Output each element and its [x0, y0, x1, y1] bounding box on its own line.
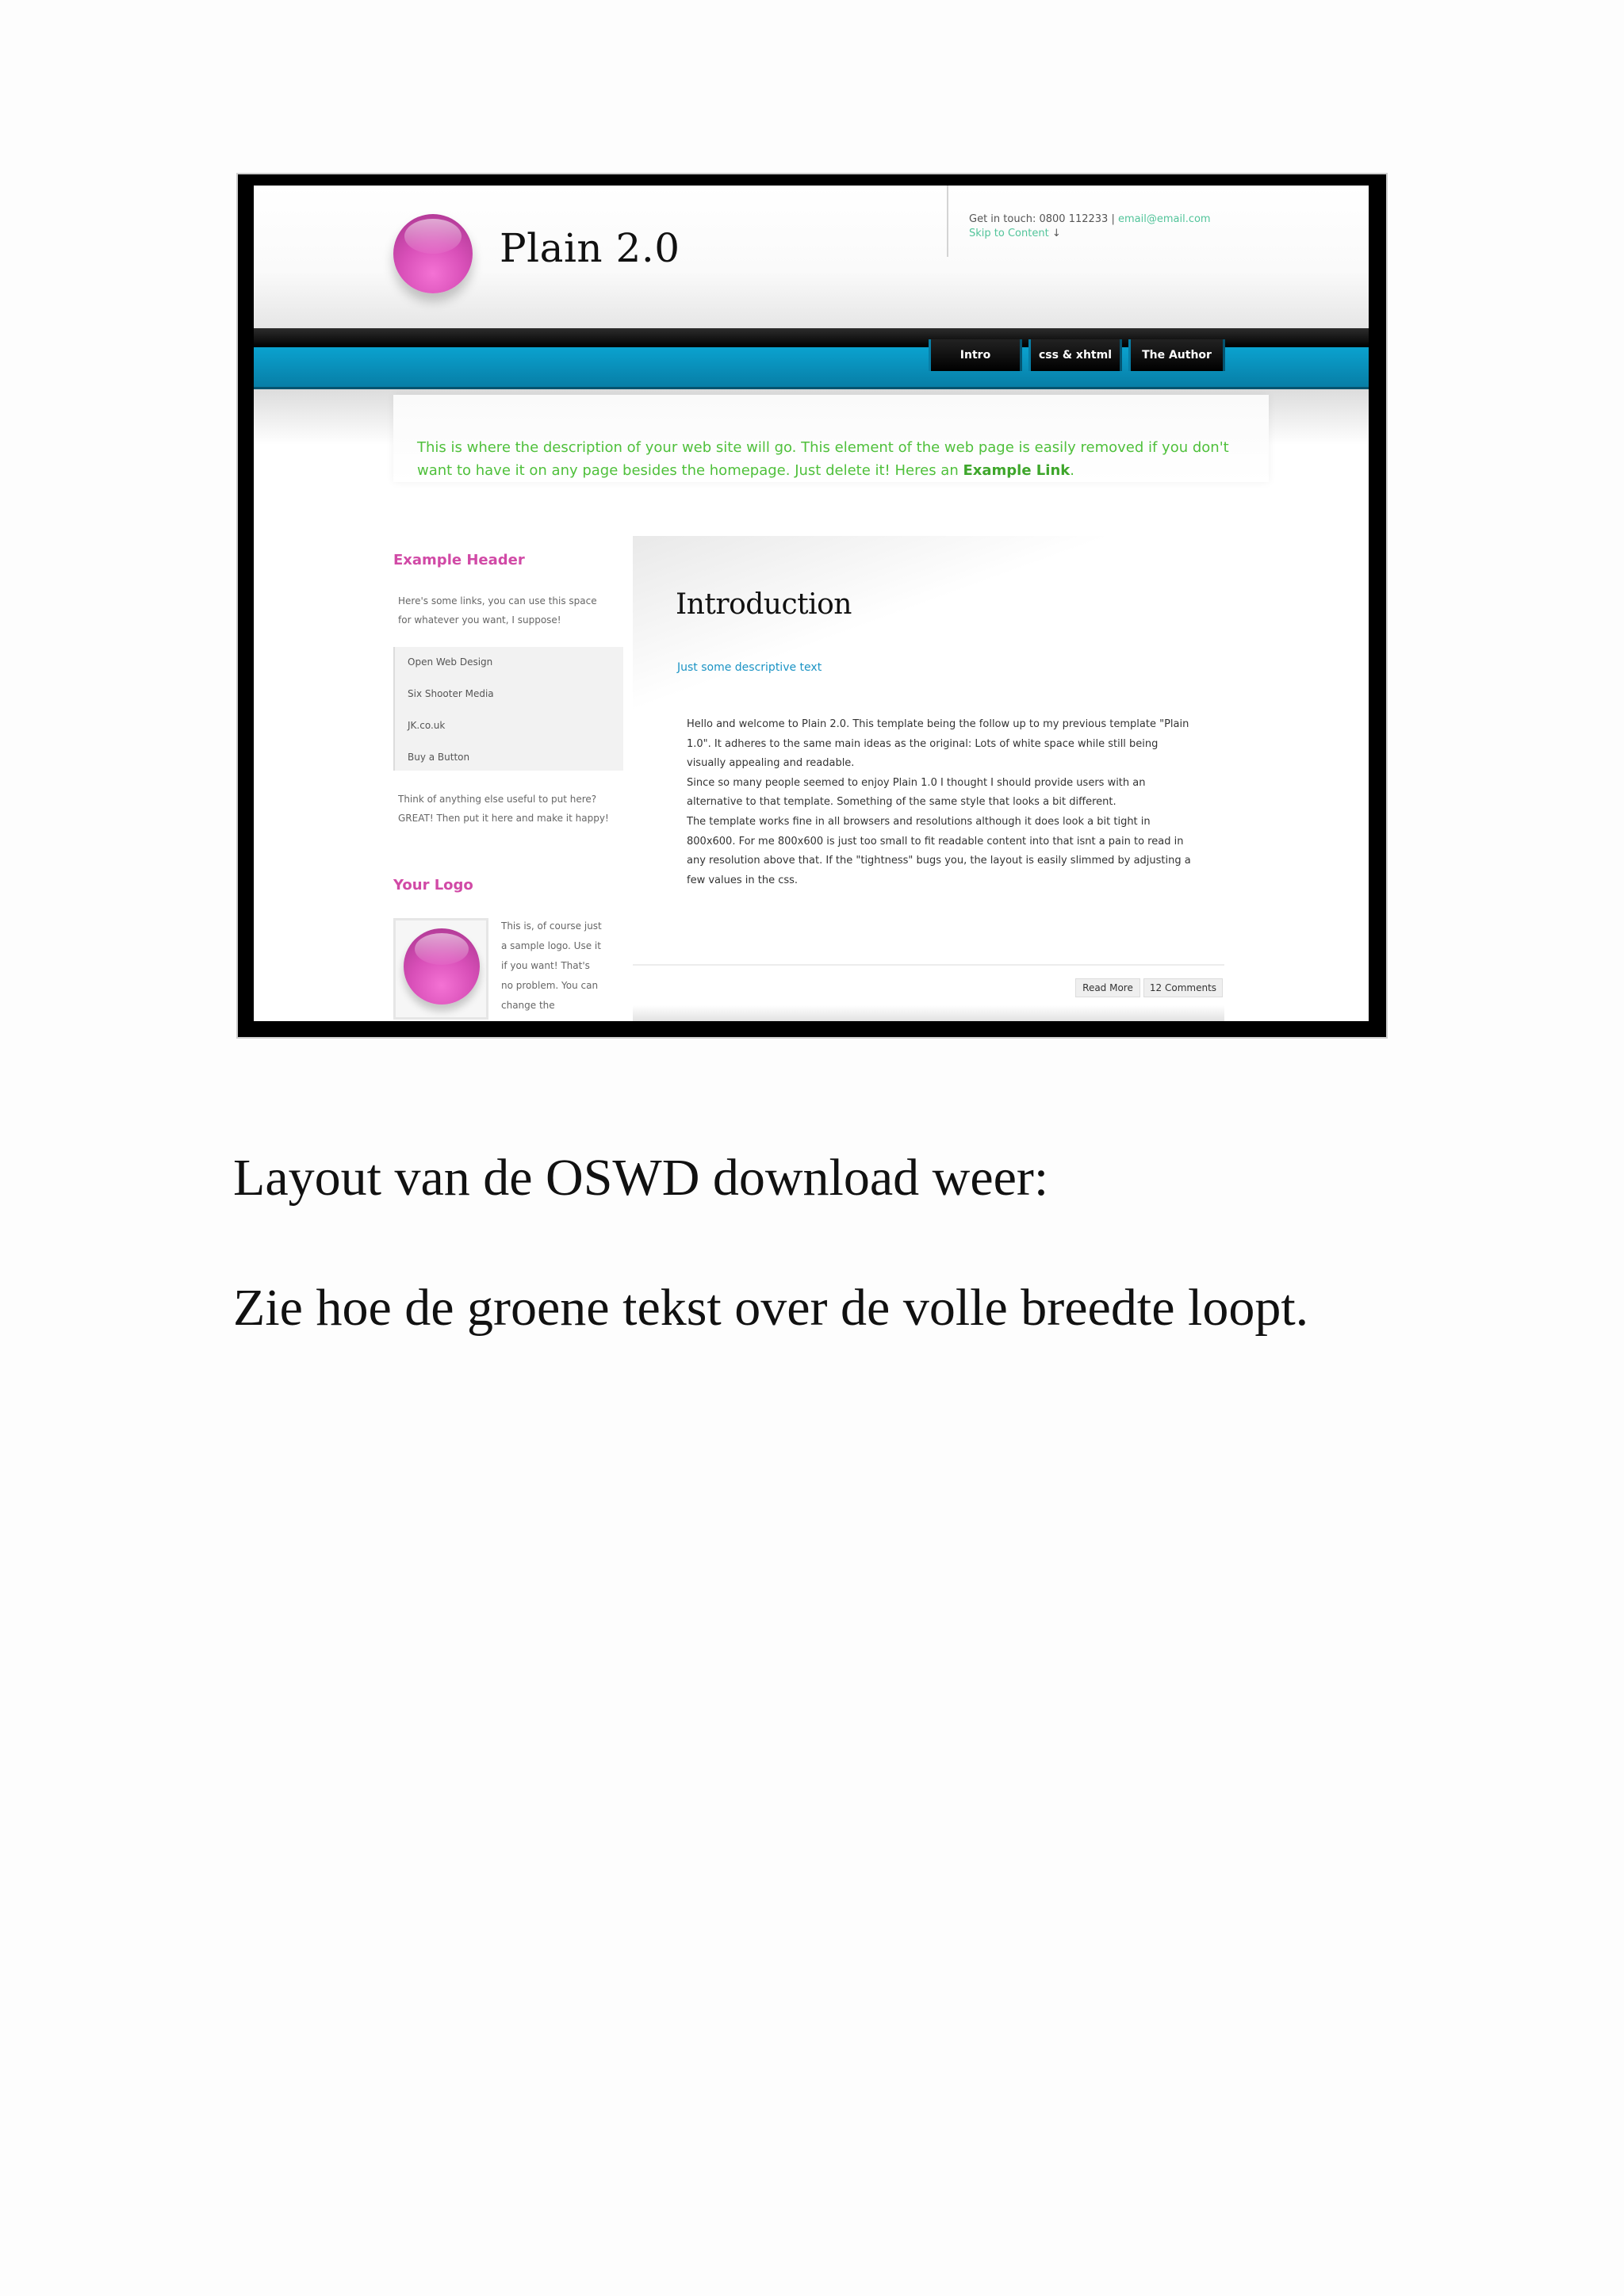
pink-sphere-logo-icon [404, 928, 480, 1004]
article-divider [633, 964, 1224, 966]
sample-logo-text: This is, of course just a sample logo. Use it if you want! That's no problem. You can change the [501, 920, 602, 1011]
tab-css-xhtml[interactable]: css & xhtml [1031, 339, 1120, 371]
description-body: This is where the description of your web site will go. This element of the web page is easily removed if you don't want to have it on any page besides the homepage. Just delete it! Heres an [417, 439, 1229, 479]
contact-email-link[interactable]: email@email.com [1118, 213, 1211, 225]
article-body [687, 715, 1194, 890]
article-paragraph: Since so many people seemed to enjoy Plain 1.0 I thought I should provide users with an alternative to that template. Something of the same style that looks a bit different. [687, 776, 1146, 809]
sidebar-link-open-web-design[interactable]: Open Web Design [408, 656, 493, 668]
read-more-button[interactable]: Read More [1075, 978, 1140, 997]
contact-phone: Get in touch: 0800 112233 [969, 213, 1109, 225]
main-content [633, 536, 1224, 1021]
comments-button[interactable]: 12 Comments [1143, 978, 1223, 997]
caption-line-1: Layout van de OSWD download weer: [233, 1149, 1049, 1207]
site-description [393, 395, 1269, 482]
contact-info [969, 212, 1211, 241]
caption-line-2: Zie hoe de groene tekst over de volle breedte loopt. [233, 1279, 1309, 1337]
description-end: . [1070, 462, 1074, 479]
website-screenshot [236, 173, 1388, 1039]
arrow-down-icon: ↓ [1051, 228, 1061, 239]
sidebar-link-list [393, 647, 623, 771]
pink-sphere-logo-icon [393, 214, 473, 293]
header-divider [947, 186, 948, 257]
sidebar-link-buy-a-button[interactable]: Buy a Button [408, 752, 470, 763]
article-bottom-bar [633, 1005, 1224, 1021]
sidebar-useful-text: Think of anything else useful to put here? GREAT! Then put it here and make it happy! [398, 794, 609, 824]
article-paragraph: The template works fine in all browsers and resolutions although it does look a bit tight in 800x600. For me 800x600 is just too small to fit readable content into that isnt a pain to read in any resolution above that. If the "tightness" bugs you, the layout is easily slimmed by adjusting a few values in the css. [687, 815, 1191, 886]
page-subtitle-link[interactable]: Just some descriptive text [677, 661, 822, 674]
sidebar-header-logo: Your Logo [393, 877, 473, 894]
example-link[interactable]: Example Link [963, 462, 1071, 479]
skip-to-content-link[interactable]: Skip to Content [969, 228, 1049, 239]
sidebar-link-jk-co-uk[interactable]: JK.co.uk [408, 720, 446, 731]
article-paragraph: Hello and welcome to Plain 2.0. This template being the follow up to my previous template "Plain 1.0". It adheres to the same main ideas as the original: Lots of white space while still being visually appealing and readable. [687, 718, 1189, 770]
site-header [254, 186, 1369, 328]
page-title: Introduction [676, 588, 852, 621]
tab-the-author[interactable]: The Author [1131, 339, 1223, 371]
contact-separator: | [1111, 213, 1115, 225]
site-title: Plain 2.0 [500, 225, 680, 271]
sidebar-header-example: Example Header [393, 552, 525, 568]
sidebar-link-six-shooter-media[interactable]: Six Shooter Media [408, 688, 494, 699]
description-text [417, 436, 1258, 482]
sidebar-intro-text: Here's some links, you can use this space for whatever you want, I suppose! [398, 595, 597, 626]
website-page [254, 186, 1369, 1021]
sample-logo-box [393, 918, 488, 1020]
tab-intro[interactable]: Intro [931, 339, 1020, 371]
